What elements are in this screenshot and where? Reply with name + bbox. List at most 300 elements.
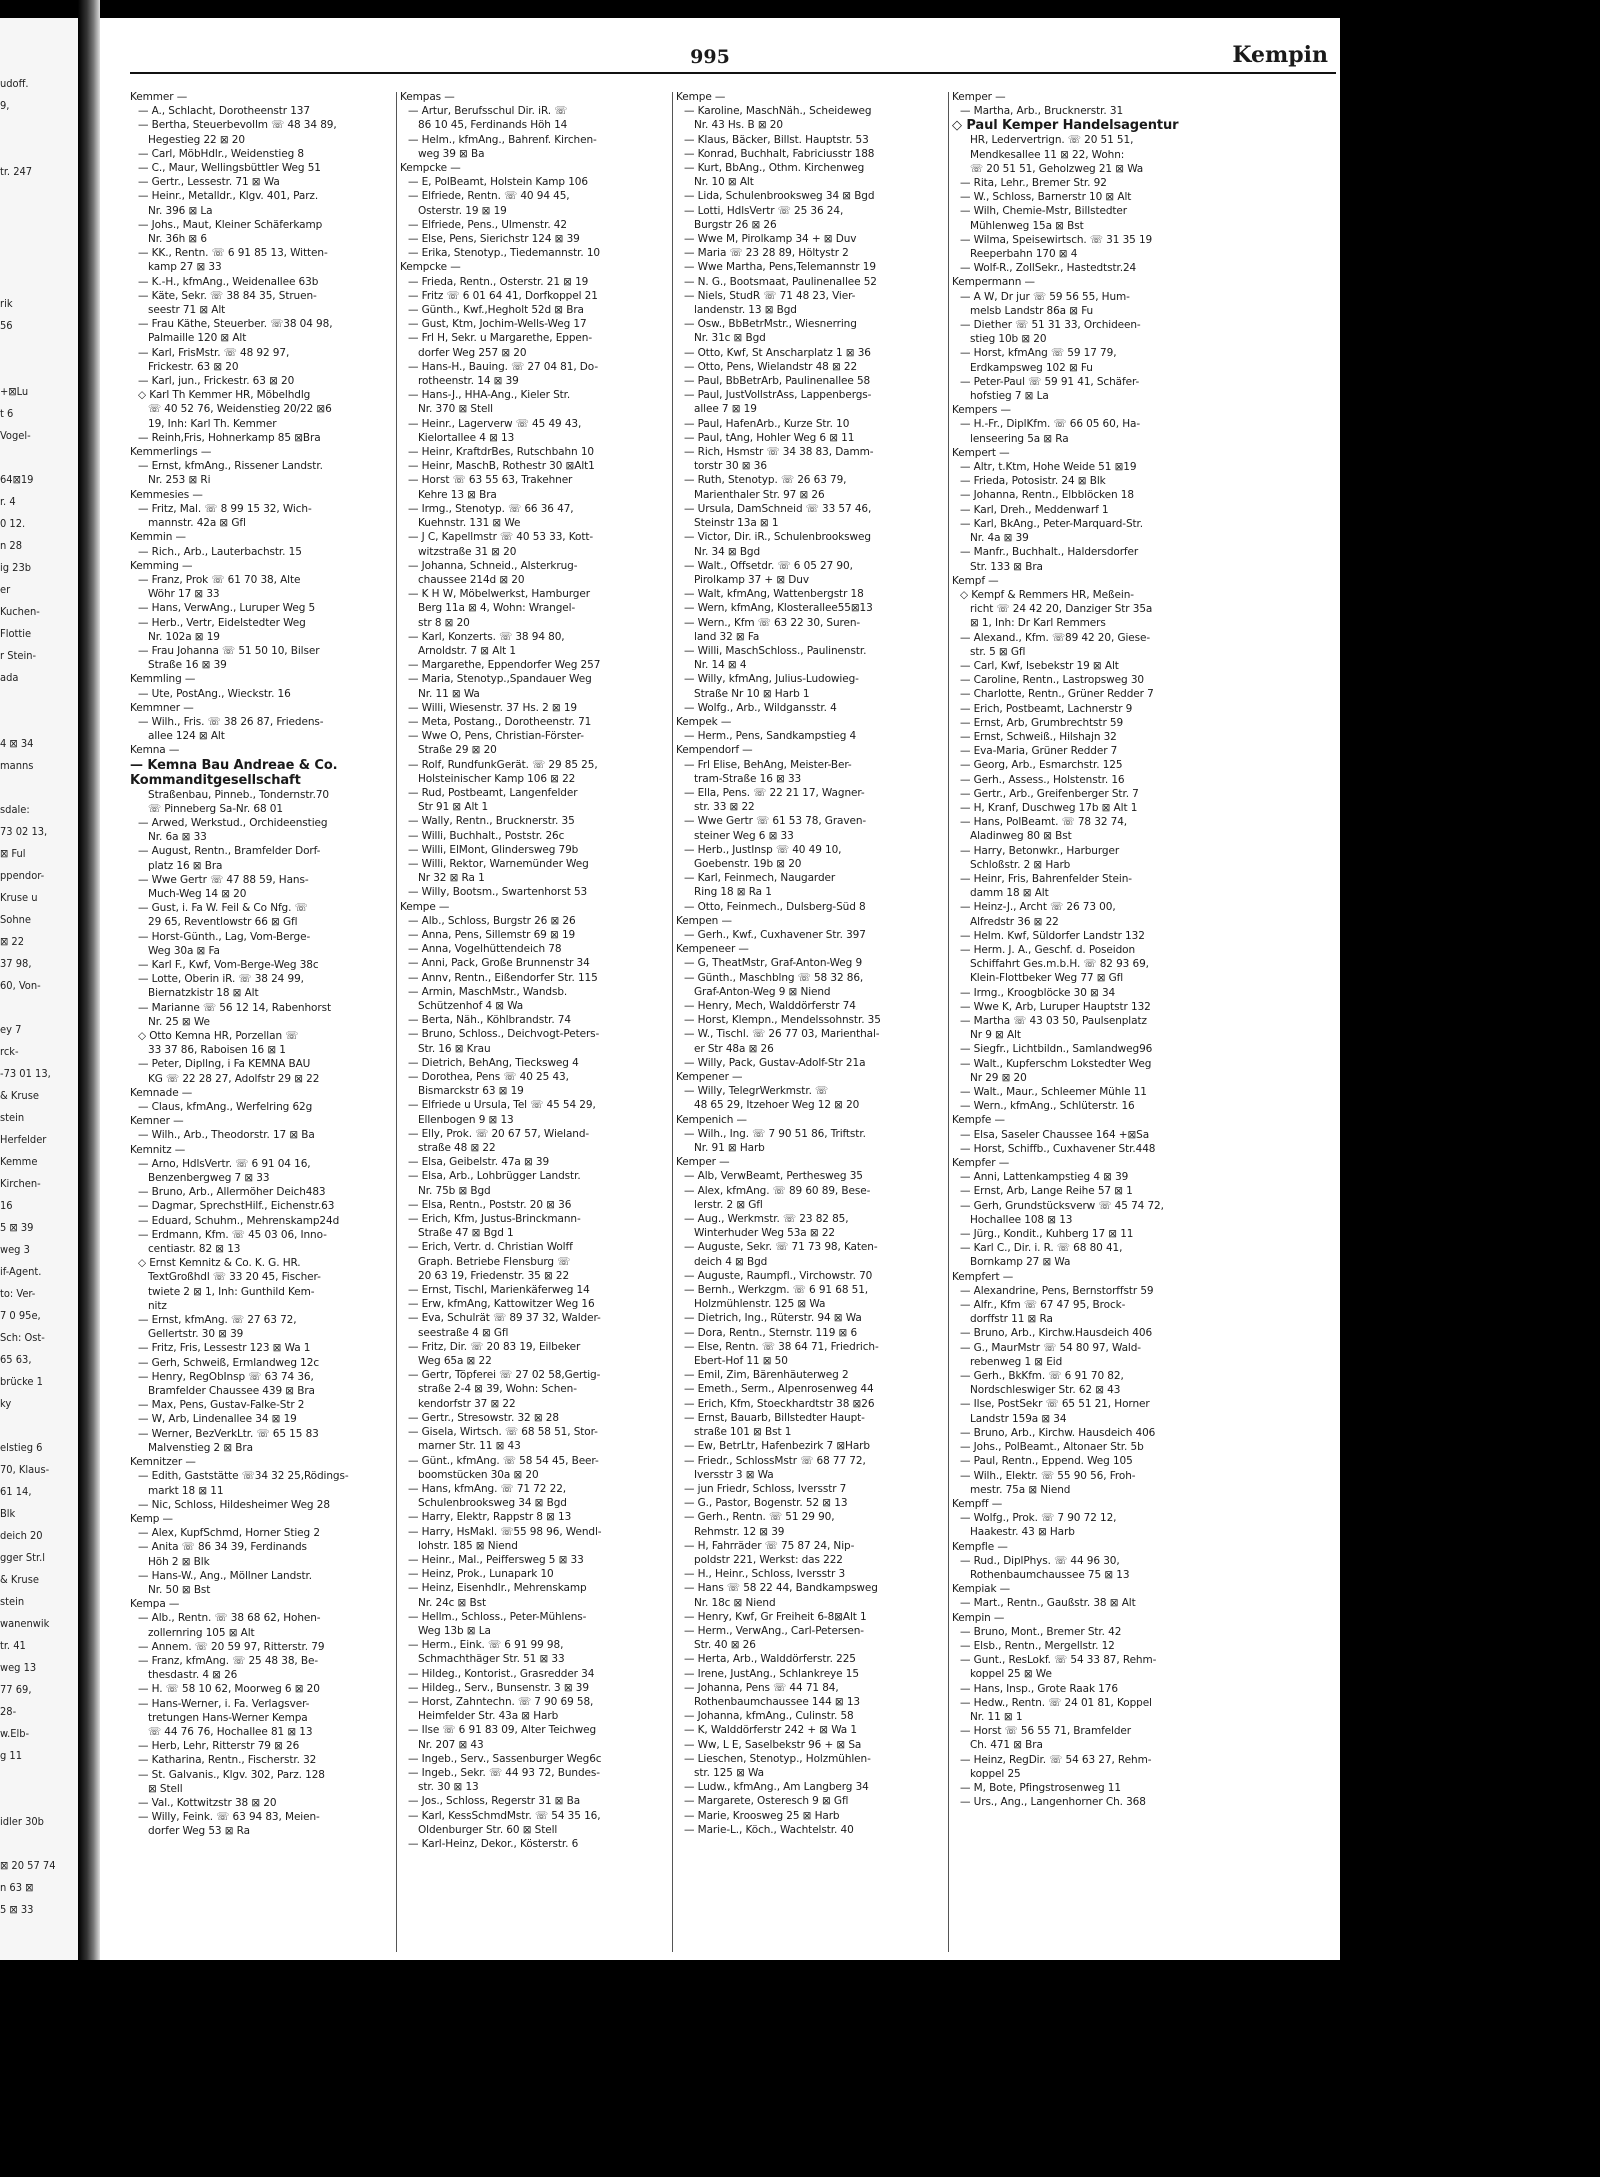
- directory-entry: er Str 48a ⊠ 26: [694, 1042, 774, 1055]
- directory-entry: — Dietrich, Ing., Rüterstr. 94 ⊠ Wa: [684, 1312, 862, 1325]
- directory-entry: — Anna, Pens, Sillemstr 69 ⊠ 19: [408, 928, 576, 941]
- directory-entry: Nr. 370 ⊠ Stell: [418, 403, 493, 416]
- directory-entry: — Rud., DiplPhys. ☏ 44 96 30,: [960, 1554, 1120, 1567]
- directory-entry: — Willi, Buchhalt., Poststr. 26c: [408, 829, 565, 842]
- directory-entry: — Bruno, Arb., Allermöher Deich483: [138, 1186, 326, 1199]
- directory-entry: Str. 133 ⊠ Bra: [970, 560, 1043, 573]
- directory-entry: ☏ 20 51 51, Geholzweg 21 ⊠ Wa: [970, 162, 1144, 175]
- cropped-text-fragment: 7 0 95e,: [0, 1309, 41, 1322]
- cropped-text-fragment: w.Elb-: [0, 1727, 30, 1740]
- directory-entry: witzstraße 31 ⊠ 20: [418, 545, 517, 558]
- directory-entry: — Wern., kfmAng., Schlüterstr. 16: [960, 1100, 1135, 1113]
- directory-entry: — Gunt., ResLokf. ☏ 54 33 87, Rehm-: [960, 1654, 1157, 1667]
- directory-entry: Schmachthäger Str. 51 ⊠ 33: [418, 1653, 565, 1666]
- surname-heading: Kemming —: [130, 559, 193, 572]
- directory-entry: centiastr. 82 ⊠ 13: [148, 1243, 241, 1256]
- surname-heading: Kempfe —: [952, 1114, 1005, 1127]
- surname-heading: Kempe —: [676, 91, 726, 103]
- directory-entry: — Erich, Kfm, Justus-Brinckmann-: [408, 1213, 581, 1226]
- directory-entry: Graph. Betriebe Flensburg ☏: [418, 1255, 571, 1268]
- directory-entry: — Martha, Arb., Brucknerstr. 31: [960, 105, 1124, 118]
- directory-entry: Nordschleswiger Str. 62 ⊠ 43: [970, 1384, 1121, 1397]
- directory-entry: — Erich, Vertr. d. Christian Wolff: [408, 1241, 573, 1254]
- directory-entry: str 8 ⊠ 20: [418, 616, 470, 629]
- column-divider: [948, 92, 949, 1952]
- directory-entry: — Ursula, DamSchneid ☏ 33 57 46,: [684, 502, 872, 515]
- directory-entry: — Ernst, kfmAng. ☏ 27 63 72,: [138, 1314, 297, 1327]
- directory-entry: — Hans-H., Bauing. ☏ 27 04 81, Do-: [408, 360, 599, 373]
- directory-entry: — Willi, ElMont, Glindersweg 79b: [408, 843, 579, 856]
- directory-entry: — N. G., Bootsmaat, Paulinenallee 52: [684, 275, 877, 288]
- directory-entry: — Frl Elise, BehAng, Meister-Ber-: [684, 758, 852, 771]
- cropped-text-fragment: weg 3: [0, 1243, 30, 1256]
- directory-entry: — Arno, HdlsVertr. ☏ 6 91 04 16,: [138, 1157, 311, 1170]
- directory-entry: Alfredstr 36 ⊠ 22: [970, 915, 1059, 928]
- cropped-text-fragment: 60, Von-: [0, 979, 41, 992]
- directory-entry: — Willy, TelegrWerkmstr. ☏: [684, 1085, 829, 1098]
- directory-entry: — Bruno, Arb., Kirchw.Hausdeich 406: [960, 1327, 1153, 1340]
- directory-entry: — Ilse, PostSekr ☏ 65 51 21, Horner: [960, 1398, 1150, 1411]
- directory-entry: — Wern., Kfm ☏ 63 22 30, Suren-: [684, 616, 861, 629]
- directory-entry: nitz: [148, 1299, 167, 1312]
- cropped-text-fragment: 65 63,: [0, 1353, 32, 1366]
- directory-entry: straße 48 ⊠ 22: [418, 1142, 496, 1155]
- directory-entry: Iversstr 3 ⊠ Wa: [694, 1468, 774, 1481]
- directory-entry: — K.-H., kfmAng., Weidenallee 63b: [138, 275, 319, 288]
- directory-entry: Biernatzkistr 18 ⊠ Alt: [148, 987, 259, 1000]
- cropped-text-fragment: deich 20: [0, 1529, 43, 1542]
- directory-entry: — Victor, Dir. iR., Schulenbrooksweg: [684, 531, 871, 544]
- directory-entry: — Max, Pens, Gustav-Falke-Str 2: [138, 1399, 305, 1412]
- directory-entry: — Paul, JustVollstrAss, Lappenbergs-: [684, 389, 872, 402]
- directory-entry: Straße Nr 10 ⊠ Harb 1: [694, 687, 810, 700]
- cropped-text-fragment: elstieg 6: [0, 1441, 43, 1454]
- directory-entry: — Karl, jun., Frickestr. 63 ⊠ 20: [138, 375, 295, 388]
- directory-entry: — Dietrich, BehAng, Tiecksweg 4: [408, 1056, 579, 1069]
- directory-entry: Nr 29 ⊠ 20: [970, 1071, 1027, 1084]
- directory-entry: — Lida, Schulenbrooksweg 34 ⊠ Bgd: [684, 190, 875, 203]
- directory-entry: — Ingeb., Sekr. ☏ 44 93 72, Bundes-: [408, 1766, 600, 1779]
- cropped-text-fragment: manns: [0, 759, 34, 772]
- cropped-text-fragment: 73 02 13,: [0, 825, 48, 838]
- directory-entry: — Günth., Maschblng ☏ 58 32 86,: [684, 971, 864, 984]
- directory-entry: richt ☏ 24 42 20, Danziger Str 35a: [970, 603, 1153, 616]
- directory-entry: — W, Arb, Lindenallee 34 ⊠ 19: [138, 1413, 297, 1426]
- directory-entry: — Paul, Rentn., Eppend. Weg 105: [960, 1455, 1133, 1468]
- surname-heading: Kempermann —: [952, 276, 1035, 289]
- directory-entry: — Ilse ☏ 6 91 83 09, Alter Teichweg: [408, 1724, 597, 1737]
- directory-entry: twiete 2 ⊠ 1, Inh: Gunthild Kem-: [148, 1285, 315, 1298]
- directory-entry: — W., Tischl. ☏ 26 77 03, Marienthal-: [684, 1028, 880, 1041]
- directory-entry: — Reinh,Fris, Hohnerkamp 85 ⊠Bra: [138, 431, 321, 444]
- directory-entry: — Friedr., SchlossMstr ☏ 68 77 72,: [684, 1454, 866, 1467]
- directory-entry: Nr. 253 ⊠ Ri: [148, 474, 211, 487]
- cropped-text-fragment: gger Str.l: [0, 1551, 45, 1564]
- directory-entry: — Erich, Kfm, Stoeckhardtstr 38 ⊠26: [684, 1397, 875, 1410]
- directory-entry: boomstücken 30a ⊠ 20: [418, 1468, 539, 1481]
- cropped-text-fragment: Sohne: [0, 913, 31, 926]
- directory-entry: — Dorothea, Pens ☏ 40 25 43,: [408, 1071, 569, 1084]
- directory-entry: — Gisela, Wirtsch. ☏ 68 58 51, Stor-: [408, 1426, 598, 1439]
- directory-entry: Osterstr. 19 ⊠ 19: [418, 204, 507, 217]
- directory-entry: Frickestr. 63 ⊠ 20: [148, 360, 239, 373]
- directory-entry: Nr. 75b ⊠ Bgd: [418, 1184, 491, 1197]
- directory-entry: — A W, Dr jur ☏ 59 56 55, Hum-: [960, 290, 1130, 303]
- directory-entry: Oldenburger Str. 60 ⊠ Stell: [418, 1823, 558, 1836]
- directory-entry: — Peter-Paul ☏ 59 91 41, Schäfer-: [960, 375, 1140, 388]
- cropped-text-fragment: n 63 ⊠: [0, 1881, 34, 1894]
- directory-entry: — Rich, Hsmstr ☏ 34 38 83, Damm-: [684, 446, 874, 459]
- directory-entry: Ebert-Hof 11 ⊠ 50: [694, 1355, 788, 1368]
- directory-entry: Rehmstr. 12 ⊠ 39: [694, 1525, 785, 1538]
- directory-entry: rebenweg 1 ⊠ Eid: [970, 1355, 1063, 1368]
- directory-entry: str. 5 ⊠ Gfl: [970, 645, 1026, 658]
- directory-entry: — Herm. J. A., Geschf. d. Poseidon: [960, 943, 1136, 956]
- cropped-text-fragment: Vogel-: [0, 429, 31, 442]
- directory-entry: — Maria, Stenotyp.,Spandauer Weg: [408, 673, 592, 686]
- directory-entry: ◇ Kempf & Remmers HR, Meßein-: [960, 588, 1134, 601]
- directory-entry: — Paul, BbBetrArb, Paulinenallee 58: [684, 375, 871, 388]
- directory-entry: Klein-Flottbeker Weg 77 ⊠ Gfl: [970, 972, 1124, 985]
- surname-heading: Kempa —: [130, 1598, 180, 1611]
- page-number: 995: [690, 46, 730, 68]
- directory-entry: — Herb., JustInsp ☏ 40 49 10,: [684, 843, 842, 856]
- directory-entry: — Henry, Kwf, Gr Freiheit 6-8⊠Alt 1: [684, 1610, 867, 1623]
- surname-heading: Kempendorf —: [676, 744, 753, 757]
- directory-entry: — Elly, Prok. ☏ 20 67 57, Wieland-: [408, 1127, 590, 1140]
- directory-entry: torstr 30 ⊠ 36: [694, 460, 767, 473]
- directory-entry: str. 33 ⊠ 22: [694, 801, 755, 814]
- surname-heading: Kempfert —: [952, 1270, 1014, 1283]
- directory-entry: — Hans-Werner, i. Fa. Verlagsver-: [138, 1697, 310, 1710]
- directory-entry: — Karl, Dreh., Meddenwarf 1: [960, 503, 1109, 516]
- directory-entry: Nr. 43 Hs. B ⊠ 20: [694, 119, 783, 132]
- directory-entry: Nr. 396 ⊠ La: [148, 204, 213, 217]
- directory-entry: — jun Friedr, Schloss, Iversstr 7: [684, 1482, 847, 1495]
- directory-entry: — Willy, Feink. ☏ 63 94 83, Meien-: [138, 1811, 320, 1824]
- directory-entry: — Erich, Postbeamt, Lachnerstr 9: [960, 702, 1133, 715]
- cropped-text-fragment: -73 01 13,: [0, 1067, 51, 1080]
- directory-entry: lerstr. 2 ⊠ Gfl: [694, 1198, 763, 1211]
- directory-entry: Heimfelder Str. 43a ⊠ Harb: [418, 1710, 559, 1723]
- directory-entry: tram-Straße 16 ⊠ 33: [694, 772, 802, 785]
- directory-entry: Arnoldstr. 7 ⊠ Alt 1: [418, 644, 516, 657]
- directory-entry: — Johanna, kfmAng., Culinstr. 58: [684, 1710, 854, 1723]
- directory-entry: — Anni, Pack, Große Brunnenstr 34: [408, 957, 590, 970]
- cropped-text-fragment: ⊠ 20 57 74: [0, 1859, 56, 1872]
- directory-entry: Str. 16 ⊠ Krau: [418, 1042, 491, 1055]
- directory-entry: — Walt, kfmAng, Wattenbergstr 18: [684, 588, 864, 601]
- directory-entry: Nr. 25 ⊠ We: [148, 1015, 210, 1028]
- directory-entry: — Heinz, RegDir. ☏ 54 63 27, Rehm-: [960, 1753, 1152, 1766]
- directory-entry: Nr. 10 ⊠ Alt: [694, 176, 754, 189]
- directory-entry: — Otto, Pens, Wielandstr 48 ⊠ 22: [684, 360, 858, 373]
- directory-entry: — C., Maur, Wellingsbüttler Weg 51: [138, 162, 321, 175]
- surname-heading: Kemmesies —: [130, 488, 203, 501]
- directory-entry: Nr. 50 ⊠ Bst: [148, 1583, 211, 1596]
- directory-entry: — Wwe Gertr ☏ 47 88 59, Hans-: [138, 873, 309, 886]
- directory-entry: — Willi, MaschSchloss., Paulinenstr.: [684, 644, 867, 657]
- directory-entry: — Urs., Ang., Langenhorner Ch. 368: [960, 1796, 1146, 1809]
- directory-entry: — Wally, Rentn., Brucknerstr. 35: [408, 815, 575, 828]
- surname-heading: Kemnade —: [130, 1086, 193, 1099]
- directory-entry: — Karl, FrisMstr. ☏ 48 92 97,: [138, 346, 290, 359]
- cropped-text-fragment: stein: [0, 1595, 25, 1608]
- surname-heading: Kemmner —: [130, 701, 194, 714]
- directory-entry: 48 65 29, Itzehoer Weg 12 ⊠ 20: [694, 1099, 860, 1112]
- directory-entry: — Wwe M, Pirolkamp 34 + ⊠ Duv: [684, 233, 857, 246]
- directory-entry: str. 30 ⊠ 13: [418, 1781, 479, 1794]
- directory-entry: — Bruno, Mont., Bremer Str. 42: [960, 1625, 1122, 1638]
- directory-entry: — Rita, Lehr., Bremer Str. 92: [960, 177, 1107, 190]
- cropped-text-fragment: 37 98,: [0, 957, 32, 970]
- previous-page-edge: [0, 18, 80, 1960]
- directory-entry: — Fritz, Fris, Lessestr 123 ⊠ Wa 1: [138, 1342, 311, 1355]
- directory-entry: — Wilh., Fris. ☏ 38 26 87, Friedens-: [138, 715, 324, 728]
- directory-entry: melsb Landstr 86a ⊠ Fu: [970, 304, 1094, 317]
- directory-entry: — Herm., VerwAng., Carl-Petersen-: [684, 1624, 864, 1637]
- surname-heading: Kempff —: [952, 1497, 1003, 1510]
- directory-entry: — Karl, BkAng., Peter-Marquard-Str.: [960, 517, 1144, 530]
- page-header: [130, 42, 1336, 74]
- directory-entry: — Willi, Rektor, Warnemünder Weg: [408, 857, 589, 870]
- cropped-text-fragment: 77 69,: [0, 1683, 32, 1696]
- directory-entry: — Willi, Wiesenstr. 37 Hs. 2 ⊠ 19: [408, 701, 578, 714]
- directory-entry: — Karl, Konzerts. ☏ 38 94 80,: [408, 630, 565, 643]
- cropped-text-fragment: 28-: [0, 1705, 17, 1718]
- directory-entry: — Meta, Postang., Dorotheenstr. 71: [408, 715, 592, 728]
- directory-entry: Ring 18 ⊠ Ra 1: [694, 886, 772, 899]
- directory-entry: Bramfelder Chaussee 439 ⊠ Bra: [148, 1385, 315, 1398]
- cropped-text-fragment: ey 7: [0, 1023, 22, 1036]
- directory-entry: — Hildeg., Serv., Bunsenstr. 3 ⊠ 39: [408, 1681, 589, 1694]
- directory-entry: — Lotte, Oberin iR. ☏ 38 24 99,: [138, 973, 304, 986]
- directory-entry: — Annem. ☏ 20 59 97, Ritterstr. 79: [138, 1640, 325, 1653]
- directory-entry: — Klaus, Bäcker, Billst. Hauptstr. 53: [684, 133, 869, 146]
- cropped-text-fragment: rck-: [0, 1045, 19, 1058]
- cropped-text-fragment: rik: [0, 297, 13, 310]
- directory-entry: Weg 30a ⊠ Fa: [148, 944, 220, 957]
- directory-entry: Wöhr 17 ⊠ 33: [148, 588, 220, 601]
- directory-entry: — Frau Käthe, Steuerber. ☏38 04 98,: [138, 318, 333, 331]
- directory-entry: allee 7 ⊠ 19: [694, 403, 757, 416]
- directory-entry: — E, PolBeamt, Holstein Kamp 106: [408, 176, 588, 189]
- directory-entry: Nr. 102a ⊠ 19: [148, 630, 220, 643]
- cropped-text-fragment: Blk: [0, 1507, 16, 1520]
- cropped-text-fragment: sdale:: [0, 803, 30, 816]
- directory-entry: — Niels, StudR ☏ 71 48 23, Vier-: [684, 289, 856, 302]
- directory-entry: — Gertr, Töpferei ☏ 27 02 58,Gertig-: [408, 1369, 601, 1382]
- directory-entry: — Hellm., Schloss., Peter-Mühlens-: [408, 1610, 587, 1623]
- directory-entry: Nr. 4a ⊠ 39: [970, 532, 1029, 545]
- surname-heading: Kempas —: [400, 91, 455, 103]
- directory-entry: — Emeth., Serm., Alpenrosenweg 44: [684, 1383, 874, 1396]
- directory-entry: — Rich., Arb., Lauterbachstr. 15: [138, 545, 302, 558]
- directory-entry: — H.-Fr., DiplKfm. ☏ 66 05 60, Ha-: [960, 418, 1141, 431]
- directory-entry: mestr. 75a ⊠ Niend: [970, 1483, 1071, 1496]
- directory-entry: — Margarete, Osteresch 9 ⊠ Gfl: [684, 1795, 849, 1808]
- directory-entry: — Karl F., Kwf, Vom-Berge-Weg 38c: [138, 958, 319, 971]
- directory-entry: Schloßstr. 2 ⊠ Harb: [970, 858, 1071, 871]
- surname-heading: Kempert —: [952, 446, 1010, 459]
- book-gutter: [78, 0, 100, 1960]
- directory-entry: — Ernst, kfmAng., Rissener Landstr.: [138, 460, 323, 473]
- directory-entry: — Horst, kfmAng ☏ 59 17 79,: [960, 347, 1117, 360]
- directory-entry: Nr. 14 ⊠ 4: [694, 659, 747, 672]
- directory-entry: — Georg, Arb., Esmarchstr. 125: [960, 759, 1123, 772]
- directory-entry: — Caroline, Rentn., Lastropsweg 30: [960, 674, 1144, 687]
- directory-entry: — Alfr., Kfm ☏ 67 47 95, Brock-: [960, 1299, 1126, 1312]
- directory-entry: thesdastr. 4 ⊠ 26: [148, 1669, 238, 1682]
- directory-entry: — Otto, Feinmech., Dulsberg-Süd 8: [684, 900, 866, 913]
- directory-entry: Kehre 13 ⊠ Bra: [418, 488, 497, 501]
- directory-entry: — Annv, Rentn., Eißendorfer Str. 115: [408, 971, 598, 984]
- directory-entry: — Maria ☏ 23 28 89, Höltystr 2: [684, 247, 849, 260]
- directory-entry: — Elfriede u Ursula, Tel ☏ 45 54 29,: [408, 1099, 596, 1112]
- surname-heading: Kempenich —: [676, 1113, 747, 1126]
- directory-entry: 20 63 19, Friedenstr. 35 ⊠ 22: [418, 1269, 570, 1282]
- directory-entry: — Werner, BezVerkLtr. ☏ 65 15 83: [138, 1427, 319, 1440]
- surname-heading: Kempeneer —: [676, 943, 749, 956]
- scan-border-right: [1340, 0, 1600, 2177]
- scan-border-bottom: [0, 1960, 1600, 2177]
- directory-entry: Straßenbau, Pinneb., Tondernstr.70: [148, 788, 330, 801]
- directory-entry: — Carl, MöbHdlr., Weidenstieg 8: [138, 147, 304, 160]
- column-2: [400, 90, 664, 1950]
- surname-heading: Kempcke —: [400, 162, 461, 175]
- directory-entry: kamp 27 ⊠ 33: [148, 261, 222, 274]
- directory-entry: — H, Fahrräder ☏ 75 87 24, Nip-: [684, 1539, 855, 1552]
- directory-entry: Weg 65a ⊠ 22: [418, 1355, 492, 1368]
- directory-entry: Berg 11a ⊠ 4, Wohn: Wrangel-: [418, 602, 576, 615]
- directory-entry: — Ernst, Arb, Lange Reihe 57 ⊠ 1: [960, 1185, 1133, 1198]
- directory-entry: — M, Bote, Pfingstrosenweg 11: [960, 1781, 1121, 1794]
- directory-entry: — Else, Pens, Sierichstr 124 ⊠ 39: [408, 233, 580, 246]
- directory-entry: — Else, Rentn. ☏ 38 64 71, Friedrich-: [684, 1340, 879, 1353]
- cropped-text-fragment: t 6: [0, 407, 14, 420]
- directory-entry: — Dagmar, SprechstHilf., Eichenstr.63: [138, 1200, 335, 1213]
- directory-entry: ◇ Otto Kemna HR, Porzellan ☏: [138, 1030, 299, 1042]
- directory-entry: Schiffahrt Ges.m.b.H. ☏ 82 93 69,: [970, 958, 1149, 971]
- directory-entry: — Hans, VerwAng., Luruper Weg 5: [138, 602, 316, 615]
- surname-heading: Kemper —: [676, 1156, 730, 1169]
- surname-heading: Kempek —: [676, 715, 732, 728]
- directory-entry: — Wolf-R., ZollSekr., Hastedtstr.24: [960, 262, 1137, 275]
- directory-entry: — Ernst, Tischl, Marienkäferweg 14: [408, 1284, 590, 1297]
- directory-entry: — Armin, MaschMstr., Wandsb.: [408, 985, 568, 998]
- directory-entry: — Bernh., Werkzgm. ☏ 6 91 68 51,: [684, 1284, 869, 1297]
- directory-entry: — Elsa, Geibelstr. 47a ⊠ 39: [408, 1156, 550, 1169]
- directory-entry: — Horst ☏ 56 55 71, Bramfelder: [960, 1725, 1131, 1738]
- directory-entry: straße 2-4 ⊠ 39, Wohn: Schen-: [418, 1383, 577, 1396]
- directory-entry: chaussee 214d ⊠ 20: [418, 573, 525, 586]
- directory-entry: — Herb, Lehr, Ritterstr 79 ⊠ 26: [138, 1740, 300, 1753]
- directory-entry: Nr. 31c ⊠ Bgd: [694, 332, 766, 345]
- directory-entry: — Franz, Prok ☏ 61 70 38, Alte: [138, 573, 301, 586]
- cropped-text-fragment: g 11: [0, 1749, 23, 1762]
- surname-heading: Kempin —: [952, 1611, 1005, 1624]
- directory-entry: Bornkamp 27 ⊠ Wa: [970, 1256, 1071, 1269]
- directory-entry: — Marianne ☏ 56 12 14, Rabenhorst: [138, 1001, 331, 1014]
- directory-entry: — Wwe K, Arb, Luruper Hauptstr 132: [960, 1000, 1151, 1013]
- directory-entry: ☏ 44 76 76, Hochallee 81 ⊠ 13: [148, 1725, 313, 1738]
- surname-heading: Kemmer —: [130, 91, 188, 103]
- directory-entry: — Horst, Zahntechn. ☏ 7 90 69 58,: [408, 1695, 594, 1708]
- directory-entry: — Gerh., Kwf., Cuxhavener Str. 397: [684, 928, 866, 941]
- directory-entry: Rothenbaumchaussee 75 ⊠ 13: [970, 1568, 1130, 1581]
- directory-entry: — Johanna, Pens ☏ 44 71 84,: [684, 1681, 839, 1694]
- directory-entry: — Wilh., Elektr. ☏ 55 90 56, Froh-: [960, 1469, 1136, 1482]
- directory-entry: Nr 9 ⊠ Alt: [970, 1029, 1021, 1042]
- directory-entry: — Jürg., Kondit., Kuhberg 17 ⊠ 11: [960, 1228, 1134, 1241]
- directory-entry: steiner Weg 6 ⊠ 33: [694, 829, 794, 842]
- directory-entry: Nr. 34 ⊠ Bgd: [694, 545, 761, 558]
- directory-entry: — Gerh, Grundstücksverw ☏ 45 74 72,: [960, 1199, 1164, 1212]
- directory-entry: 86 10 45, Ferdinands Höh 14: [418, 119, 568, 132]
- cropped-text-fragment: & Kruse: [0, 1089, 39, 1102]
- cropped-text-fragment: 70, Klaus-: [0, 1463, 50, 1476]
- directory-entry: — Alexand., Kfm. ☏89 42 20, Giese-: [960, 631, 1151, 644]
- directory-entry: Nr. 207 ⊠ 43: [418, 1738, 484, 1751]
- surname-heading: Kempiak —: [952, 1583, 1011, 1596]
- surname-heading: Kemmerlings —: [130, 446, 212, 459]
- cropped-text-fragment: weg 13: [0, 1661, 37, 1674]
- cropped-text-fragment: Kruse u: [0, 891, 38, 904]
- directory-entry: Nr. 24c ⊠ Bst: [418, 1596, 486, 1609]
- directory-entry: Landstr 159a ⊠ 34: [970, 1412, 1067, 1425]
- directory-entry: Hochallee 108 ⊠ 13: [970, 1213, 1073, 1226]
- directory-entry: — Walt., Offsetdr. ☏ 6 05 27 90,: [684, 559, 853, 572]
- directory-entry: Marienthaler Str. 97 ⊠ 26: [694, 488, 825, 501]
- directory-entry: — Ernst, Schweiß., Hilshajn 32: [960, 730, 1117, 743]
- cropped-text-fragment: ⊠ Ful: [0, 847, 26, 860]
- directory-entry: — Elsa, Saseler Chaussee 164 +⊠Sa: [960, 1128, 1150, 1141]
- directory-entry: — St. Galvanis., Klgv. 302, Parz. 128: [138, 1768, 325, 1781]
- directory-entry: — Gerh., BkKfm. ☏ 6 91 70 82,: [960, 1370, 1124, 1383]
- directory-entry: — Paul, tAng, Hohler Weg 6 ⊠ 11: [684, 431, 855, 444]
- cropped-text-fragment: 5 ⊠ 39: [0, 1221, 34, 1234]
- directory-entry: — Bruno, Arb., Kirchw. Hausdeich 406: [960, 1426, 1156, 1439]
- directory-entry: — Herm., Pens, Sandkampstieg 4: [684, 730, 857, 743]
- directory-entry: — Konrad, Buchhalt, Fabriciusstr 188: [684, 147, 875, 160]
- directory-entry: — Helm., kfmAng., Bahrenf. Kirchen-: [408, 133, 597, 146]
- cropped-text-fragment: ig 23b: [0, 561, 32, 574]
- directory-entry: lohstr. 185 ⊠ Niend: [418, 1539, 518, 1552]
- directory-entry: — Gerh, Schweiß, Ermlandweg 12c: [138, 1356, 319, 1369]
- cropped-text-fragment: +⊠Lu: [0, 385, 29, 398]
- directory-entry: koppel 25 ⊠ We: [970, 1668, 1052, 1681]
- directory-entry: Nr. 91 ⊠ Harb: [694, 1142, 765, 1155]
- directory-entry: — Henry, RegObInsp ☏ 63 74 36,: [138, 1370, 314, 1383]
- directory-entry: — August, Rentn., Bramfelder Dorf-: [138, 845, 321, 858]
- directory-entry: — Rud, Postbeamt, Langenfelder: [408, 786, 578, 799]
- directory-entry: — Katharina, Rentn., Fischerstr. 32: [138, 1754, 317, 1767]
- cropped-text-fragment: Kirchen-: [0, 1177, 41, 1190]
- directory-entry: — Nic, Schloss, Hildesheimer Weg 28: [138, 1498, 330, 1511]
- directory-entry: Kuehnstr. 131 ⊠ We: [418, 517, 521, 530]
- directory-entry: — Horst, Schiffb., Cuxhavener Str.448: [960, 1142, 1156, 1155]
- directory-entry: tretungen Hans-Werner Kempa: [148, 1711, 308, 1724]
- directory-entry: — Gust, Ktm, Jochim-Wells-Weg 17: [408, 318, 587, 331]
- directory-entry: dorffstr 11 ⊠ Ra: [970, 1313, 1053, 1326]
- directory-entry: straße 101 ⊠ Bst 1: [694, 1426, 792, 1439]
- cropped-text-fragment: ppendor-: [0, 869, 45, 882]
- directory-entry: — Erdmann, Kfm. ☏ 45 03 06, Inno-: [138, 1228, 327, 1241]
- directory-entry: Mendkesallee 11 ⊠ 22, Wohn:: [970, 148, 1125, 161]
- directory-entry: — Rolf, RundfunkGerät. ☏ 29 85 25,: [408, 758, 598, 771]
- directory-entry: Rothenbaumchaussee 144 ⊠ 13: [694, 1695, 861, 1708]
- directory-entry: — Paul, HafenArb., Kurze Str. 10: [684, 417, 850, 430]
